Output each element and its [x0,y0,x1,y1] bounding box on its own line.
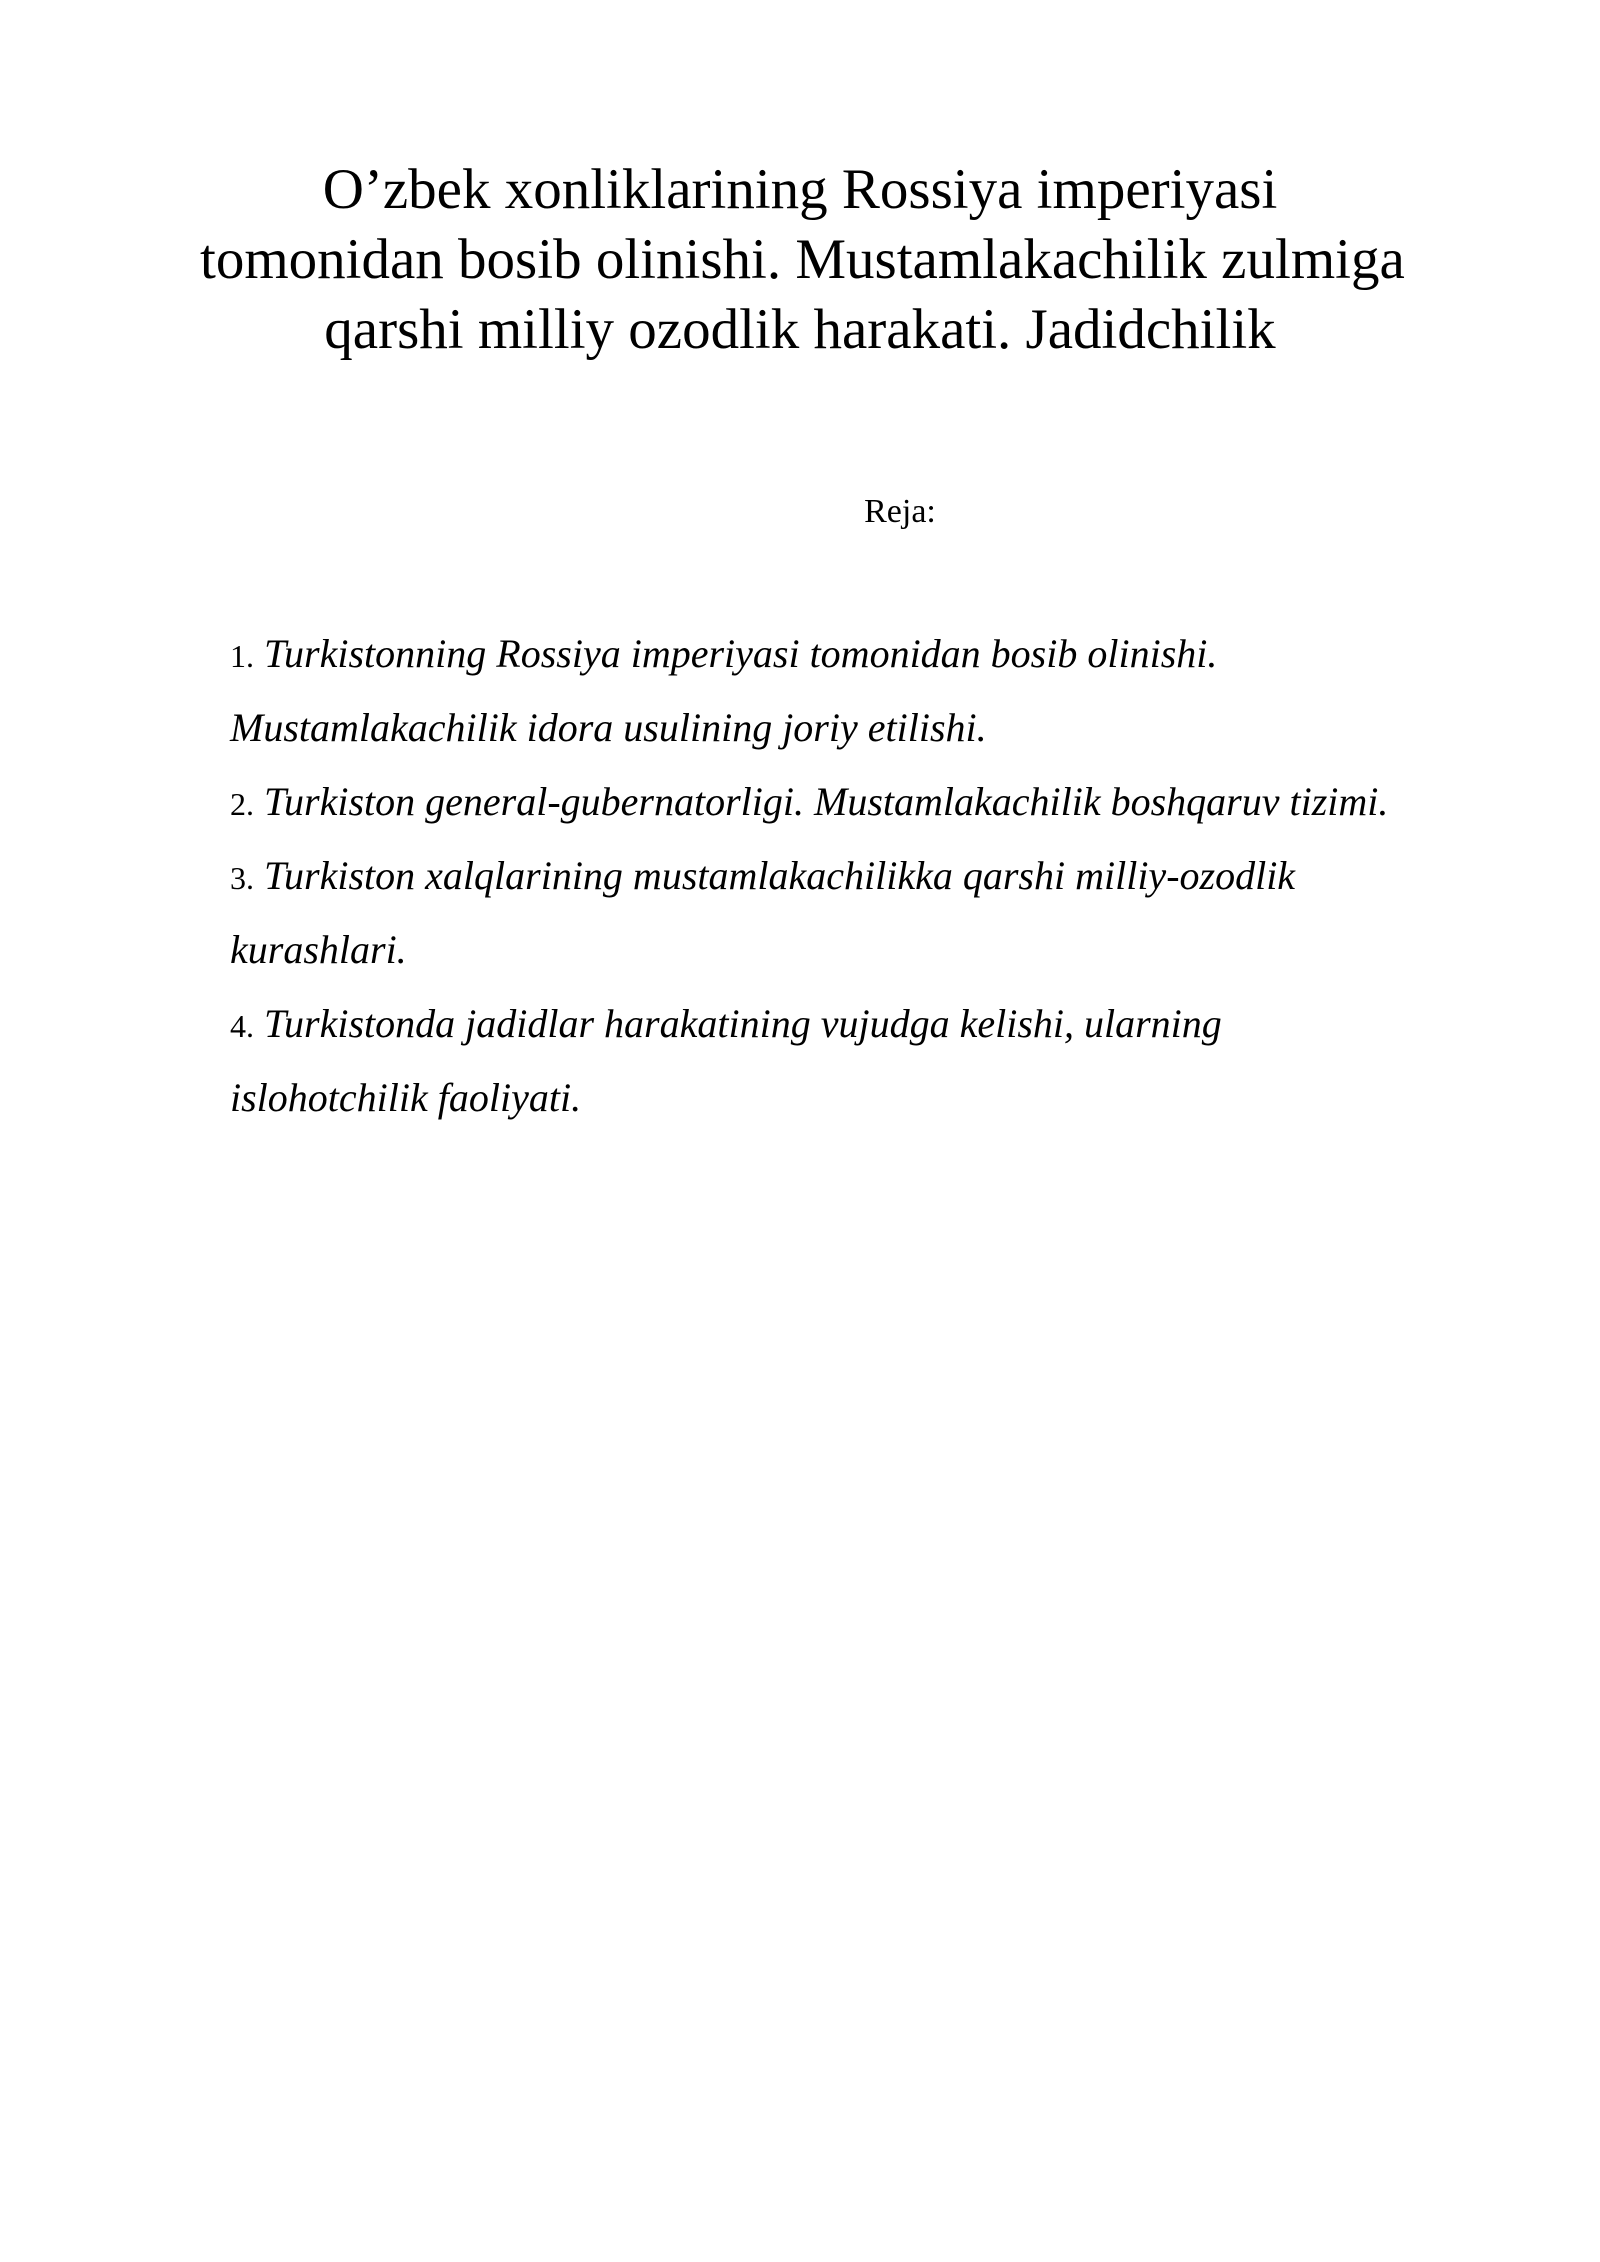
plan-item-text: Turkiston xalqlarining mustamlakachilikka qarshi milliy-ozodlik [264,853,1296,898]
plan-item-number: 2. [230,786,254,822]
title-line: O’zbek xonliklarining Rossiya imperiyasi [322,158,1278,221]
plan-line [230,1061,1530,1135]
plan-item-text: Turkistonning Rossiya imperiyasi tomonidan bosib olinishi. [264,631,1218,676]
plan-item-number: 4. [230,1008,254,1044]
document-title [200,155,1405,365]
plan-item-text: Mustamlakachilik idora usulining joriy etilishi. [230,705,987,750]
plan-line [230,765,1530,839]
plan-line [230,617,1530,691]
plan-item-3 [230,839,1530,987]
plan-heading: Reja: [864,493,936,530]
plan-item-1 [230,617,1530,765]
plan-item-text: Turkistonda jadidlar harakatining vujudga kelishi, ularning [264,1001,1222,1046]
plan-item-text: kurashlari. [230,927,407,972]
plan-line [230,987,1530,1061]
plan-list [230,617,1530,1135]
title-line: qarshi milliy ozodlik harakati. Jadidchilik [324,298,1276,361]
plan-item-2 [230,765,1530,839]
plan-line [230,913,1530,987]
plan-item-text: islohotchilik faoliyati. [230,1075,582,1120]
plan-item-number: 1. [230,638,254,674]
plan-line [230,691,1530,765]
plan-line [230,839,1530,913]
title-line: tomonidan bosib olinishi. Mustamlakachilik zulmiga [200,228,1405,291]
plan-item-number: 3. [230,860,254,896]
plan-item-text: Turkiston general-gubernatorligi. Mustamlakachilik boshqaruv tizimi. [264,779,1389,824]
plan-item-4 [230,987,1530,1135]
